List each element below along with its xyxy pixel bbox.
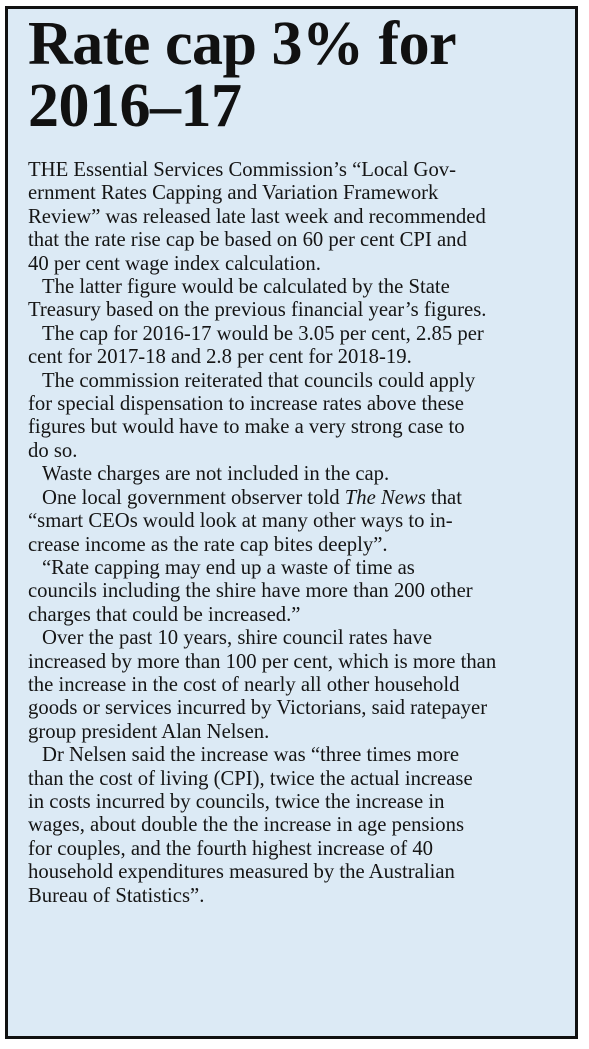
paragraph-6 bbox=[28, 487, 573, 557]
line: ernment Rates Capping and Variation Framework bbox=[28, 182, 439, 205]
line: 40 per cent wage index calculation. bbox=[28, 252, 321, 275]
line: Treasury based on the previous financial year’s figures. bbox=[28, 299, 487, 322]
headline bbox=[28, 10, 568, 140]
headline-line-1: Rate cap 3% for bbox=[28, 10, 457, 78]
text-run: One local government observer told bbox=[42, 486, 345, 509]
line: “smart CEOs would look at many other ways to in- bbox=[28, 510, 453, 533]
text-run: that bbox=[425, 486, 462, 509]
line: group president Alan Nelsen. bbox=[28, 720, 270, 743]
line: than the cost of living (CPI), twice the actual increase bbox=[28, 767, 473, 790]
paragraph-7 bbox=[28, 557, 573, 627]
line: Dr Nelsen said the increase was “three times more bbox=[42, 744, 460, 767]
line: Waste charges are not included in the cap. bbox=[42, 463, 390, 486]
line: do so. bbox=[28, 439, 78, 462]
paragraph-9 bbox=[28, 744, 573, 908]
line: that the rate rise cap be based on 60 per cent CPI and bbox=[28, 229, 467, 252]
line: increased by more than 100 per cent, which is more than bbox=[28, 650, 497, 673]
publication-name: The News bbox=[344, 486, 426, 509]
article-panel bbox=[5, 6, 578, 1039]
headline-line-2: 2016–17 bbox=[28, 72, 242, 140]
paragraph-4 bbox=[28, 370, 573, 464]
line: the increase in the cost of nearly all other household bbox=[28, 673, 460, 696]
line: The latter figure would be calculated by the State bbox=[42, 276, 450, 299]
line: household expenditures measured by the Australian bbox=[28, 861, 455, 884]
line: cent for 2017-18 and 2.8 per cent for 2018-19. bbox=[28, 346, 412, 369]
line: Bureau of Statistics”. bbox=[28, 884, 205, 907]
line: “Rate capping may end up a waste of time as bbox=[42, 556, 415, 579]
paragraph-8 bbox=[28, 627, 573, 744]
line: for couples, and the fourth highest increase of 40 bbox=[28, 837, 434, 860]
line bbox=[28, 487, 573, 510]
paragraph-3 bbox=[28, 323, 573, 370]
line: goods or services incurred by Victorians, said ratepayer bbox=[28, 697, 488, 720]
line: The cap for 2016-17 would be 3.05 per cent, 2.85 per bbox=[42, 322, 484, 345]
paragraph-2 bbox=[28, 276, 573, 323]
line: figures but would have to make a very strong case to bbox=[28, 416, 465, 439]
paragraph-5 bbox=[28, 463, 573, 486]
line: THE Essential Services Commission’s “Local Gov- bbox=[28, 159, 457, 181]
line: in costs incurred by councils, twice the increase in bbox=[28, 790, 445, 813]
paragraph-1 bbox=[28, 159, 573, 276]
line: for special dispensation to increase rates above these bbox=[28, 393, 464, 416]
line: crease income as the rate cap bites deeply”. bbox=[28, 533, 388, 556]
line: Over the past 10 years, shire council rates have bbox=[42, 627, 433, 650]
line: charges that could be increased.” bbox=[28, 603, 301, 626]
line: The commission reiterated that councils could apply bbox=[42, 369, 476, 392]
line: wages, about double the the increase in age pensions bbox=[28, 814, 465, 837]
article-body bbox=[28, 159, 573, 908]
line: councils including the shire have more than 200 other bbox=[28, 580, 473, 603]
line: Review” was released late last week and recommended bbox=[28, 205, 486, 228]
